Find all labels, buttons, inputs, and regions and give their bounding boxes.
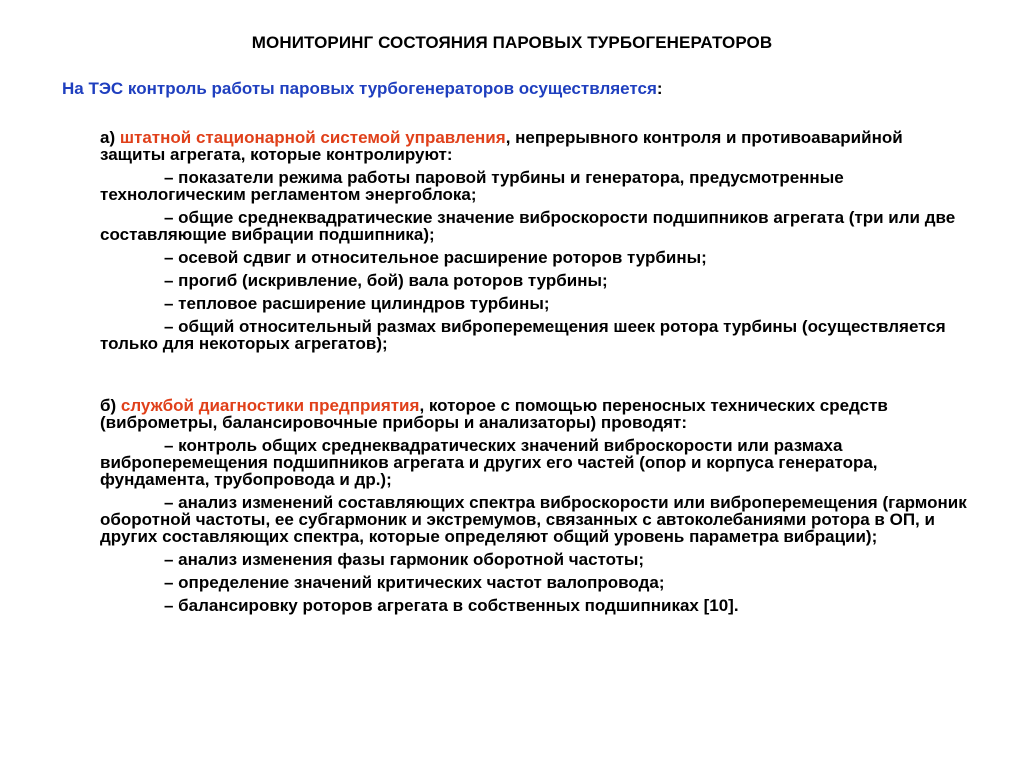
section-a-item: – общий относительный размах виброперемещения шеек ротора турбины (осуществляется только для некоторых агрегатов); xyxy=(100,317,946,353)
section-a-heading xyxy=(100,129,968,163)
section-b-item: – контроль общих среднеквадратических значений виброскорости или размаха виброперемещения подшипников агрегата и других его частей (опор и корпуса генератора, фундамента, трубопровода и др.); xyxy=(100,436,878,489)
section-b-prefix: б) xyxy=(100,396,121,415)
section-a-item: – показатели режима работы паровой турбины и генератора, предусмотренные технологическим регламентом энергоблока; xyxy=(100,168,844,204)
section-a-highlight: штатной стационарной системой управления xyxy=(119,128,506,147)
section-b-rest: , которое с помощью переносных технических средств (виброметры, балансировочные приборы и анализаторы) проводят: xyxy=(100,396,888,432)
slide-title: МОНИТОРИНГ СОСТОЯНИЯ ПАРОВЫХ ТУРБОГЕНЕРАТОРОВ xyxy=(251,33,773,52)
section-a-rest: , непрерывного контроля и противоаварийной защиты агрегата, которые контролируют: xyxy=(100,128,903,164)
section-b-item: – балансировку роторов агрегата в собственных подшипниках [10]. xyxy=(164,596,739,615)
section-a-item: – тепловое расширение цилиндров турбины; xyxy=(164,294,550,313)
intro-colon: : xyxy=(656,79,663,98)
intro-text: На ТЭС контроль работы паровых турбогенераторов осуществляется xyxy=(62,79,657,98)
section-b-highlight: службой диагностики предприятия xyxy=(120,396,420,415)
section-b-item: – определение значений критических частот валопровода; xyxy=(164,573,665,592)
section-a-item: – общие среднеквадратические значение виброскорости подшипников агрегата (три или две составляющие вибрации подшипника); xyxy=(100,208,956,244)
section-b xyxy=(100,397,968,614)
section-a-item: – прогиб (искривление, бой) вала роторов турбины; xyxy=(164,271,608,290)
section-a xyxy=(100,129,968,352)
section-b-item: – анализ изменения фазы гармоник оборотной частоты; xyxy=(164,550,645,569)
section-a-item: – осевой сдвиг и относительное расширение роторов турбины; xyxy=(164,248,707,267)
section-b-item: – анализ изменений составляющих спектра виброскорости или виброперемещения (гармоник оборотной частоты, ее субгармоник и экстремумов, связанных с автоколебаниями ротора в ОП, и других составляющих спектра, которые определяют общий уровень параметра вибрации); xyxy=(100,493,967,546)
section-a-prefix: а) xyxy=(100,128,120,147)
intro-line xyxy=(62,79,663,99)
section-b-heading xyxy=(100,397,968,431)
